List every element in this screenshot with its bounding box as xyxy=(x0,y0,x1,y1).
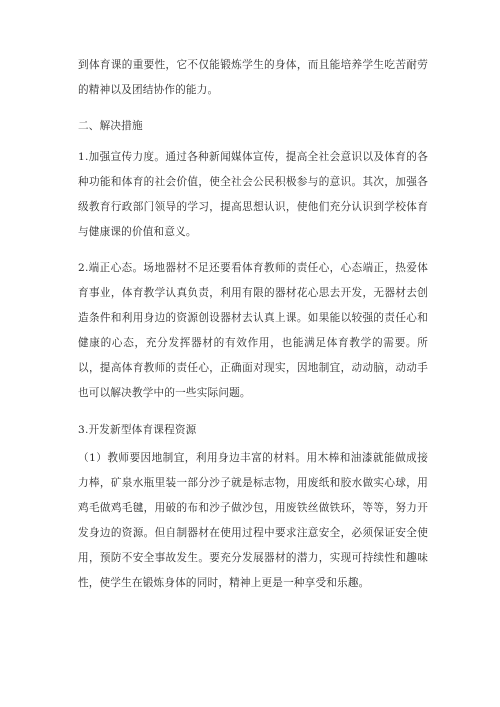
measure-2-paragraph: 2.端正心态。场地器材不足还要看体育教师的责任心，心态端正，热爱体育事业，体育教学认真负责，利用有限的器材花心思去开发，无器材去创造条件和利用身边的资源创设器材去认真上课。如果能以较强的责任心和健康的心态，充分发挥器材的有效作用，也能满足体育教学的需要。所以，提高体育教师的责任心，正确面对现实，因地制宜，动动脑，动动手也可以解决教学中的一些实际问题。 xyxy=(78,262,428,399)
measure-1-paragraph: 1.加强宣传力度。通过各种新闻媒体宣传，提高全社会意识以及体育的各种功能和体育的社会价值，使全社会公民积极参与的意识。其次，加强各级教育行政部门领导的学习，提高思想认识，使他们充分认识到学校体育与健康课的价值和意义。 xyxy=(78,151,428,238)
intro-paragraph: 到体育课的重要性，它不仅能锻炼学生的身体，而且能培养学生吃苦耐劳的精神以及团结协作的能力。 xyxy=(78,59,428,96)
measure-3-sub1-paragraph: （1）教师要因地制宜，利用身边丰富的材料。用木棒和油漆就能做成接力棒，矿泉水瓶里装一部分沙子就是标志物，用废纸和胶水做实心球，用鸡毛做鸡毛毽，用破的布和沙子做沙包，用废铁丝做铁环，等等，努力开发身边的资源。但自制器材在使用过程中要求注意安全，必须保证安全使用，预防不安全事故发生。要充分发展器材的潜力，实现可持续性和趣味性，使学生在锻炼身体的同时，精神上更是一种享受和乐趣。 xyxy=(78,452,428,589)
section-heading: 二、解决措施 xyxy=(78,120,143,132)
measure-3-heading: 3.开发新型体育课程资源 xyxy=(78,424,197,436)
